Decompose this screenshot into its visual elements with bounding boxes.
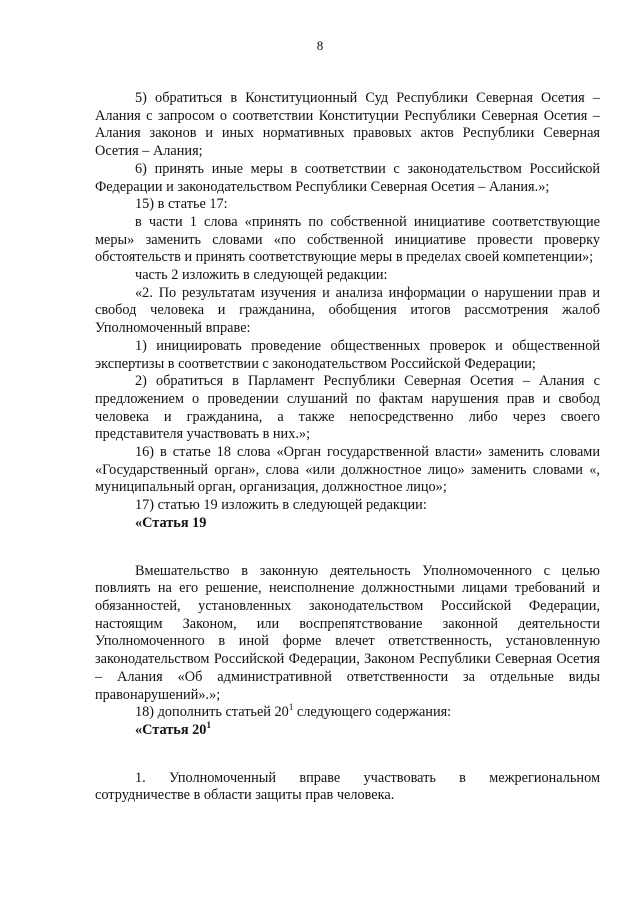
article20-heading-text: «Статья 20	[135, 721, 207, 738]
paragraph: Вмешательство в законную деятельность Уполномоченного с целью повлиять на его решение, неисполнение должностными лицами требований и обязанностей, установленных законодательством Российской Федерации, настоящим Законом, или воспрепятствование законной деятельности Уполномоченного в иной форме влечет ответственность, установленную законодательством Российской Федерации, Законом Республики Северная Осетия – Алания «Об административной ответственности за отдельные виды правонарушений».»;	[95, 562, 600, 703]
paragraph: 1. Уполномоченный вправе участвовать в межрегиональном сотрудничестве в области защиты прав человека.	[95, 769, 600, 804]
paragraph: 1) инициировать проведение общественных проверок и общественной экспертизы в соответствии с законодательством Российской Федерации;	[95, 337, 600, 372]
item18-superscript: 1	[288, 702, 294, 713]
item18-text-before: 18) дополнить статьей 20	[135, 704, 289, 721]
paragraph: «2. По результатам изучения и анализа информации о нарушении прав и свобод человека и гражданина, обобщения итогов рассмотрения жалоб Уполномоченный вправе:	[95, 284, 600, 337]
paragraph-item-18	[95, 704, 600, 722]
article-19-heading: «Статья 19	[135, 514, 207, 531]
paragraph: 5) обратиться в Конституционный Суд Республики Северная Осетия – Алания с запросом о соответствии Конституции Республики Северная Осетия – Алания законов и иных нормативных правовых актов Республики Северная Осетия – Алания;	[95, 90, 600, 160]
document-body	[95, 90, 600, 805]
paragraph: 15) в статье 17:	[135, 196, 228, 213]
paragraph: часть 2 изложить в следующей редакции:	[135, 267, 388, 284]
article20-heading-superscript: 1	[206, 720, 211, 731]
page-number: 8	[316, 38, 324, 53]
paragraph: 2) обратиться в Парламент Республики Северная Осетия – Алания с предложением о проведении слушаний по фактам нарушения прав и свобод человека и гражданина, а также непосредственно либо через своего представителя участвовать в них.»;	[95, 373, 600, 443]
article-20-1-heading	[95, 722, 600, 740]
item18-text-after: следующего содержания:	[293, 704, 452, 721]
paragraph: 17) статью 19 изложить в следующей редакции:	[135, 497, 427, 514]
paragraph: 16) в статье 18 слова «Орган государственной власти» заменить словами «Государственный орган», слова «или должностное лицо» заменить словами «, муниципальный орган, организация, должностное лицо»;	[95, 444, 600, 496]
paragraph: в части 1 слова «принять по собственной инициативе соответствующие меры» заменить словами «по собственной инициативе провести проверку обстоятельств и принять соответствующие меры в пределах своей компетенции»;	[95, 213, 600, 266]
paragraph: 6) принять иные меры в соответствии с законодательством Российской Федерации и законодательством Республики Северная Осетия – Алания.»;	[95, 160, 600, 195]
